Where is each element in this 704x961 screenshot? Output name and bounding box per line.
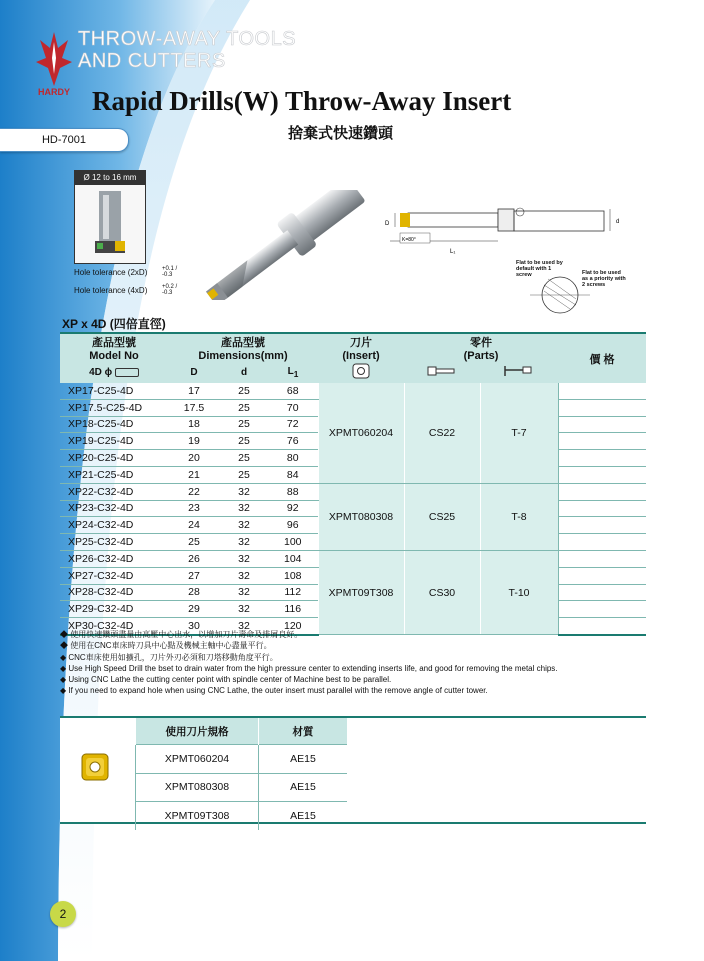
cell-wrench: T-8 <box>480 483 558 550</box>
cell-d: 32 <box>220 601 268 618</box>
cell-D: 28 <box>168 584 220 601</box>
cell-L1: 68 <box>268 383 318 399</box>
cell-L1: 70 <box>268 399 318 416</box>
flat-note-right: Flat to be used as a priority with 2 screws <box>582 270 626 288</box>
cell-price <box>558 433 646 450</box>
cell-L1: 120 <box>268 618 318 635</box>
hardy-logo <box>34 28 74 98</box>
note-text: 使用在CNC車床時刀具中心點及機械主軸中心盡量平行。 <box>70 641 272 651</box>
cell-d: 25 <box>220 450 268 467</box>
cell-D: 30 <box>168 618 220 635</box>
cell-model: XP29-C32-4D <box>60 601 168 618</box>
header-parts-zh: 零件 <box>470 337 492 349</box>
cell-model: XP30-C32-4D <box>60 618 168 635</box>
note-text: Use High Speed Drill the bset to drain water from the high pressure center to extending inserts life, and good for removing the metal chips. <box>68 663 558 673</box>
shank-icon <box>115 368 139 377</box>
cell-d: 32 <box>220 534 268 551</box>
header-insert-zh: 刀片 <box>350 337 372 349</box>
drill-tip-icon <box>75 185 145 263</box>
cell-model: XP21-C25-4D <box>60 466 168 483</box>
cell-D: 22 <box>168 483 220 500</box>
cell-model: XP24-C32-4D <box>60 517 168 534</box>
dim-d-label: d <box>616 219 620 225</box>
note-text: If you need to expand hole when using CNC Lathe, the outer insert must parallel with the remove angle of cutter tower. <box>68 686 488 696</box>
page-subtitle: 捨棄式快速鑽頭 <box>288 125 394 142</box>
cell-d: 32 <box>220 517 268 534</box>
spec-cell-insert: XPMT060204 <box>136 745 259 774</box>
header-wrench-icon-cell <box>480 362 558 383</box>
header-dim-zh: 產品型號 <box>221 337 265 349</box>
header-L1-sub: 1 <box>293 369 299 379</box>
cell-model: XP27-C32-4D <box>60 567 168 584</box>
cell-L1: 76 <box>268 433 318 450</box>
cell-d: 32 <box>220 584 268 601</box>
cell-L1: 100 <box>268 534 318 551</box>
catalog-code-tab: HD-7001 <box>0 128 129 152</box>
cell-D: 25 <box>168 534 220 551</box>
cell-d: 32 <box>220 567 268 584</box>
insert-icon <box>60 718 135 822</box>
cell-price <box>558 450 646 467</box>
cell-price <box>558 416 646 433</box>
cell-D: 18 <box>168 416 220 433</box>
thumb-label: Ø 12 to 16 mm <box>75 171 145 185</box>
cell-model: XP22-C32-4D <box>60 483 168 500</box>
table-row <box>60 483 646 500</box>
note-item: ◆ Use High Speed Drill the bset to drain water from the high pressure center to extending inserts life, and good for removing the metal chips. <box>60 663 558 673</box>
cell-price <box>558 383 646 399</box>
cell-L1: 104 <box>268 550 318 567</box>
header-model-zh: 產品型號 <box>92 337 136 349</box>
cell-price <box>558 567 646 584</box>
header-parts <box>404 333 558 362</box>
product-table <box>60 332 646 636</box>
cell-price <box>558 483 646 500</box>
insert-image <box>60 718 135 822</box>
header-insert <box>318 333 404 362</box>
note-text: Using CNC Lathe the cutting center point with spindle center of Machine best to be parallel. <box>68 675 392 685</box>
cell-D: 23 <box>168 500 220 517</box>
cell-D: 29 <box>168 601 220 618</box>
drill-tip-thumbnail <box>74 170 146 264</box>
header-model-sub-text: 4D ϕ <box>89 367 113 378</box>
header-model-sub <box>60 362 168 383</box>
cell-L1: 80 <box>268 450 318 467</box>
cell-screw: CS22 <box>404 383 480 483</box>
cell-price <box>558 534 646 551</box>
note-text: 使用快速鑽頭盡量由高壓中心出水，以增加刀片壽命及排屑良好。 <box>70 630 303 639</box>
flat-note-left: Flat to be used by default with 1 screw <box>516 260 563 278</box>
header-L1-text: L <box>287 366 294 377</box>
cell-price <box>558 399 646 416</box>
cell-screw: CS30 <box>404 550 480 634</box>
cell-price <box>558 517 646 534</box>
table-row <box>136 802 348 830</box>
cell-d: 32 <box>220 618 268 635</box>
cell-model: XP17.5-C25-4D <box>60 399 168 416</box>
dim-angle-label: K=80° <box>402 237 416 243</box>
section-title: XP x 4D (四倍直徑) <box>62 317 166 331</box>
spec-cell-insert: XPMT09T308 <box>136 802 259 830</box>
brand-line-2: AND CUTTERS <box>78 50 226 72</box>
cell-insert: XPMT09T308 <box>318 550 404 634</box>
table-row <box>60 383 646 399</box>
spec-cell-material: AE15 <box>259 773 348 802</box>
cell-price <box>558 601 646 618</box>
cell-model: XP18-C25-4D <box>60 416 168 433</box>
header-screw-icon-cell <box>404 362 480 383</box>
tolerance-2xd-values: +0.1 / -0.3 <box>162 266 178 278</box>
cell-L1: 116 <box>268 601 318 618</box>
cell-screw: CS25 <box>404 483 480 550</box>
cell-D: 19 <box>168 433 220 450</box>
cell-model: XP19-C25-4D <box>60 433 168 450</box>
cell-d: 25 <box>220 416 268 433</box>
insert-icon <box>351 362 371 380</box>
drill-illustration <box>186 190 386 300</box>
dimension-diagram <box>380 195 640 315</box>
insert-spec-block <box>60 716 646 824</box>
cell-model: XP26-C32-4D <box>60 550 168 567</box>
cell-L1: 84 <box>268 466 318 483</box>
table-row <box>60 550 646 567</box>
cell-price <box>558 584 646 601</box>
header-insert-icon-cell <box>318 362 404 383</box>
tolerance-4xd-values: +0.2 / -0.3 <box>162 284 178 296</box>
logo-text: HARDY <box>37 87 71 97</box>
cell-wrench: T-7 <box>480 383 558 483</box>
note-item: ◆ CNC車床使用如擴孔，刀片外刃必須和刀塔移動角度平行。 <box>60 652 278 662</box>
header-price: 價 格 <box>558 333 646 383</box>
cell-d: 32 <box>220 483 268 500</box>
cell-D: 20 <box>168 450 220 467</box>
cell-d: 25 <box>220 466 268 483</box>
cell-L1: 108 <box>268 567 318 584</box>
dim-D-label: D <box>385 221 390 227</box>
spec-cell-insert: XPMT080308 <box>136 773 259 802</box>
cell-D: 21 <box>168 466 220 483</box>
cell-insert: XPMT060204 <box>318 383 404 483</box>
cell-model: XP25-C32-4D <box>60 534 168 551</box>
note-item: ◆ Using CNC Lathe the cutting center point with spindle center of Machine best to be parallel. <box>60 675 392 685</box>
table-row <box>136 773 348 802</box>
cell-D: 17 <box>168 383 220 399</box>
cell-d: 32 <box>220 550 268 567</box>
insert-spec-table <box>135 718 347 830</box>
spec-cell-material: AE15 <box>259 802 348 830</box>
table-row <box>136 745 348 774</box>
page-title: Rapid Drills(W) Throw-Away Insert <box>92 86 512 116</box>
note-item: ◆ 使用在CNC車床時刀具中心點及機械主軸中心盡量平行。 <box>60 641 272 651</box>
cell-d: 25 <box>220 399 268 416</box>
spec-cell-material: AE15 <box>259 745 348 774</box>
cell-price <box>558 500 646 517</box>
header-parts-en: (Parts) <box>463 350 499 362</box>
header-dimensions <box>168 333 318 362</box>
header-L1 <box>268 362 318 383</box>
cell-insert: XPMT080308 <box>318 483 404 550</box>
cell-model: XP17-C25-4D <box>60 383 168 399</box>
cell-L1: 88 <box>268 483 318 500</box>
wrench-icon <box>501 364 537 378</box>
cell-L1: 72 <box>268 416 318 433</box>
cell-D: 27 <box>168 567 220 584</box>
note-text: CNC車床使用如擴孔，刀片外刃必須和刀塔移動角度平行。 <box>68 652 278 662</box>
header-model <box>60 333 168 362</box>
cell-d: 25 <box>220 383 268 399</box>
header-D: D <box>168 362 220 383</box>
page-number-badge: 2 <box>50 901 76 927</box>
header-dim-en: Dimensions(mm) <box>198 350 288 362</box>
usage-notes <box>60 629 558 697</box>
tolerance-2xd-label: Hole tolerance (2xD) <box>74 268 148 277</box>
cell-d: 25 <box>220 433 268 450</box>
cell-L1: 96 <box>268 517 318 534</box>
note-item: ◆ If you need to expand hole when using CNC Lathe, the outer insert must parallel with the remove angle of cutter tower. <box>60 686 488 696</box>
cell-price <box>558 618 646 635</box>
cell-D: 26 <box>168 550 220 567</box>
brand-tagline <box>78 28 296 72</box>
header-d: d <box>220 362 268 383</box>
cell-L1: 92 <box>268 500 318 517</box>
cell-d: 32 <box>220 500 268 517</box>
cell-model: XP28-C32-4D <box>60 584 168 601</box>
cell-model: XP23-C32-4D <box>60 500 168 517</box>
cell-price <box>558 466 646 483</box>
cell-L1: 112 <box>268 584 318 601</box>
header-insert-en: (Insert) <box>342 350 380 362</box>
cell-D: 17.5 <box>168 399 220 416</box>
spec-header-material: 材質 <box>259 718 348 745</box>
spec-header-insert: 使用刀片規格 <box>136 718 259 745</box>
dim-L1-label: L₁ <box>450 249 456 255</box>
screw-icon <box>424 365 460 377</box>
cell-wrench: T-10 <box>480 550 558 634</box>
cell-price <box>558 550 646 567</box>
brand-line-1: THROW-AWAY TOOLS <box>78 28 297 50</box>
note-item: ◆ 使用快速鑽頭盡量由高壓中心出水，以增加刀片壽命及排屑良好。 <box>60 630 303 639</box>
cell-D: 24 <box>168 517 220 534</box>
header-model-en: Model No <box>89 350 139 362</box>
tolerance-4xd-label: Hole tolerance (4xD) <box>74 286 148 295</box>
cell-model: XP20-C25-4D <box>60 450 168 467</box>
